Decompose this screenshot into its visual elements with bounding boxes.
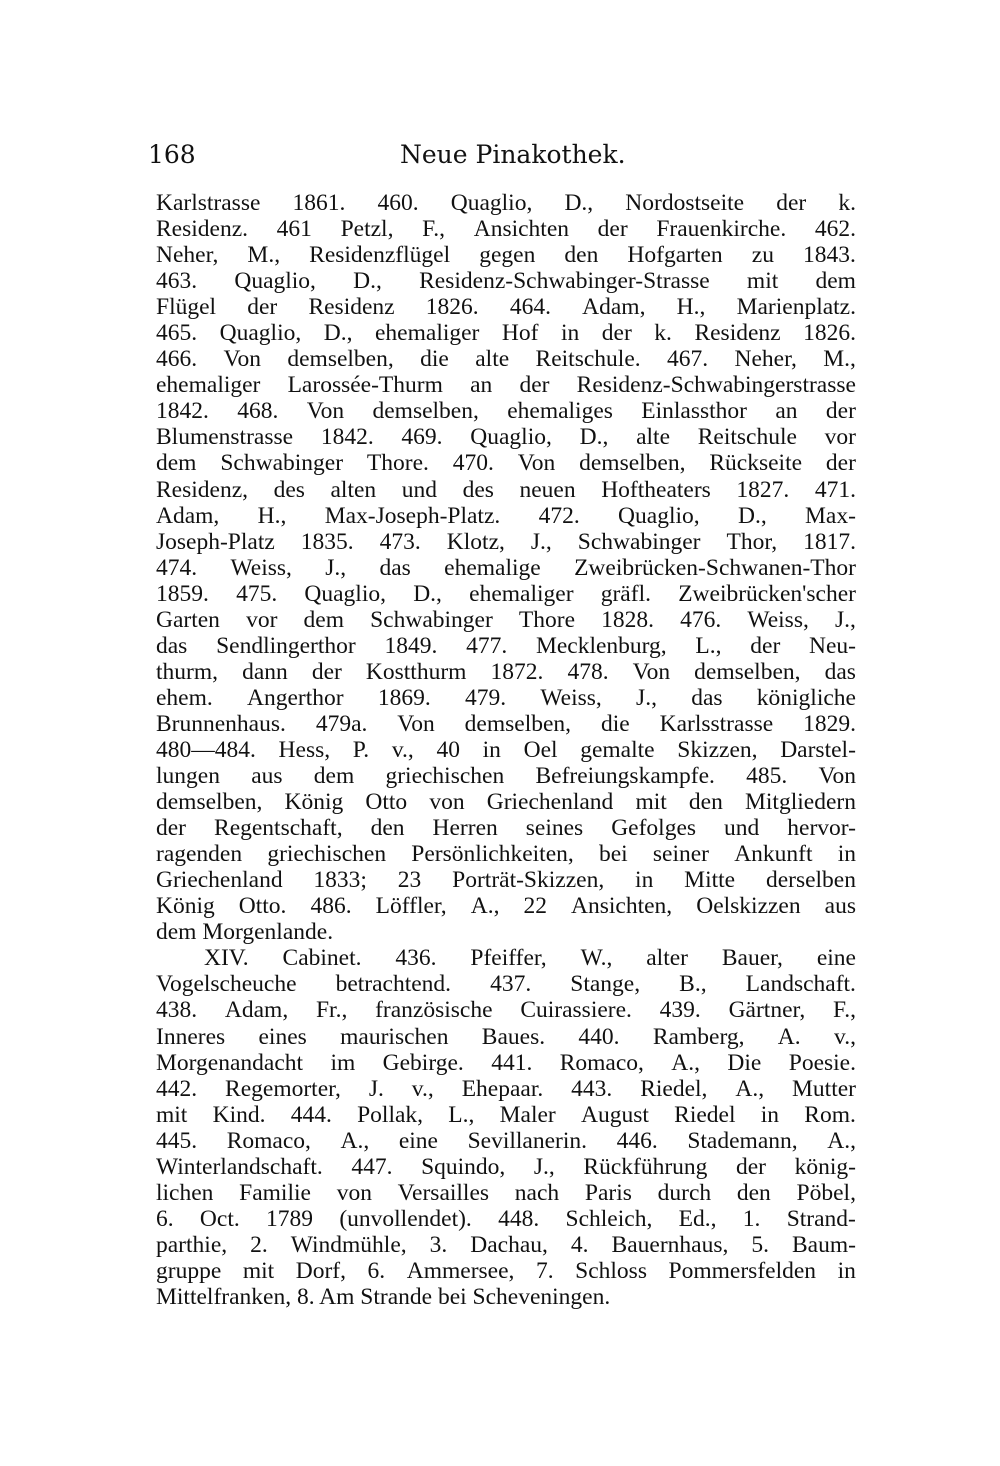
text-line: Flügel der Residenz 1826. 464. Adam, H., Marienplatz. — [156, 294, 856, 321]
text-line: der Regentschaft, den Herren seines Gefolges und hervor- — [156, 815, 856, 842]
text-line: thurm, dann der Kostthurm 1872. 478. Von demselben, das — [156, 658, 856, 685]
text-line: dem Schwabinger Thore. 470. Von demselben, Rückseite der — [156, 450, 856, 477]
text-line: 466. Von demselben, die alte Reitschule. 467. Neher, M., — [156, 346, 856, 373]
running-head: Neue Pinakothek. — [400, 140, 626, 169]
text-line: Neher, M., Residenzflügel gegen den Hofgarten zu 1843. — [156, 242, 856, 269]
text-line: 442. Regemorter, J. v., Ehepaar. 443. Riedel, A., Mutter — [156, 1075, 856, 1102]
text-line: gruppe mit Dorf, 6. Ammersee, 7. Schloss Pommersfelden in — [156, 1257, 856, 1284]
text-line: 1859. 475. Quaglio, D., ehemaliger gräfl. Zweibrücken'scher — [156, 580, 856, 607]
text-line: Winterlandschaft. 447. Squindo, J., Rückführung der könig- — [156, 1153, 856, 1180]
text-line: 463. Quaglio, D., Residenz-Schwabinger-Strasse mit dem — [156, 268, 856, 295]
text-line: Vogelscheuche betrachtend. 437. Stange, B., Landschaft. — [156, 971, 856, 998]
text-line: 438. Adam, Fr., französische Cuirassiere. 439. Gärtner, F., — [156, 997, 856, 1024]
text-line: Morgenandacht im Gebirge. 441. Romaco, A., Die Poesie. — [156, 1049, 856, 1076]
text-line: lichen Familie von Versailles nach Paris durch den Pöbel, — [156, 1179, 856, 1206]
text-line: ehemaliger Larossée-Thurm an der Residenz-Schwabingerstrasse — [156, 372, 856, 399]
text-line: Brunnenhaus. 479a. Von demselben, die Karlsstrasse 1829. — [156, 710, 856, 737]
text-line: ehem. Angerthor 1869. 479. Weiss, J., das königliche — [156, 684, 856, 711]
text-line: König Otto. 486. Löffler, A., 22 Ansichten, Oelskizzen aus — [156, 893, 856, 920]
text-block — [156, 190, 856, 1310]
text-line: XIV. Cabinet. 436. Pfeiffer, W., alter Bauer, eine — [204, 945, 856, 972]
text-line: parthie, 2. Windmühle, 3. Dachau, 4. Bauernhaus, 5. Baum- — [156, 1231, 856, 1258]
text-line: lungen aus dem griechischen Befreiungskampfe. 485. Von — [156, 763, 856, 790]
text-line: Residenz, des alten und des neuen Hoftheaters 1827. 471. — [156, 476, 856, 503]
text-line: demselben, König Otto von Griechenland mit den Mitgliedern — [156, 789, 856, 816]
text-line: Joseph-Platz 1835. 473. Klotz, J., Schwabinger Thor, 1817. — [156, 528, 856, 555]
text-line: Residenz. 461 Petzl, F., Ansichten der Frauenkirche. 462. — [156, 216, 856, 243]
text-line: 474. Weiss, J., das ehemalige Zweibrücken-Schwanen-Thor — [156, 554, 856, 581]
text-line: das Sendlingerthor 1849. 477. Mecklenburg, L., der Neu- — [156, 632, 856, 659]
text-line: 6. Oct. 1789 (unvollendet). 448. Schleich, Ed., 1. Strand- — [156, 1205, 856, 1232]
text-line: dem Morgenlande. — [156, 919, 334, 946]
text-line: mit Kind. 444. Pollak, L., Maler August Riedel in Rom. — [156, 1101, 856, 1128]
text-line: Garten vor dem Schwabinger Thore 1828. 476. Weiss, J., — [156, 606, 856, 633]
text-line: 445. Romaco, A., eine Sevillanerin. 446. Stademann, A., — [156, 1127, 856, 1154]
text-line: ragenden griechischen Persönlichkeiten, bei seiner Ankunft in — [156, 841, 856, 868]
text-line: Adam, H., Max-Joseph-Platz. 472. Quaglio, D., Max- — [156, 502, 856, 529]
text-line: 465. Quaglio, D., ehemaliger Hof in der k. Residenz 1826. — [156, 320, 856, 347]
text-line: Griechenland 1833; 23 Porträt-Skizzen, in Mitte derselben — [156, 867, 856, 894]
text-line: Karlstrasse 1861. 460. Quaglio, D., Nordostseite der k. — [156, 190, 856, 216]
text-line: Inneres eines maurischen Baues. 440. Ramberg, A. v., — [156, 1023, 856, 1050]
text-line: 1842. 468. Von demselben, ehemaliges Einlassthor an der — [156, 398, 856, 425]
page-number: 168 — [148, 140, 196, 169]
text-line: Mittelfranken, 8. Am Strande bei Scheveningen. — [156, 1283, 611, 1310]
text-line: Blumenstrasse 1842. 469. Quaglio, D., alte Reitschule vor — [156, 424, 856, 451]
text-line: 480—484. Hess, P. v., 40 in Oel gemalte Skizzen, Darstel- — [156, 736, 856, 763]
